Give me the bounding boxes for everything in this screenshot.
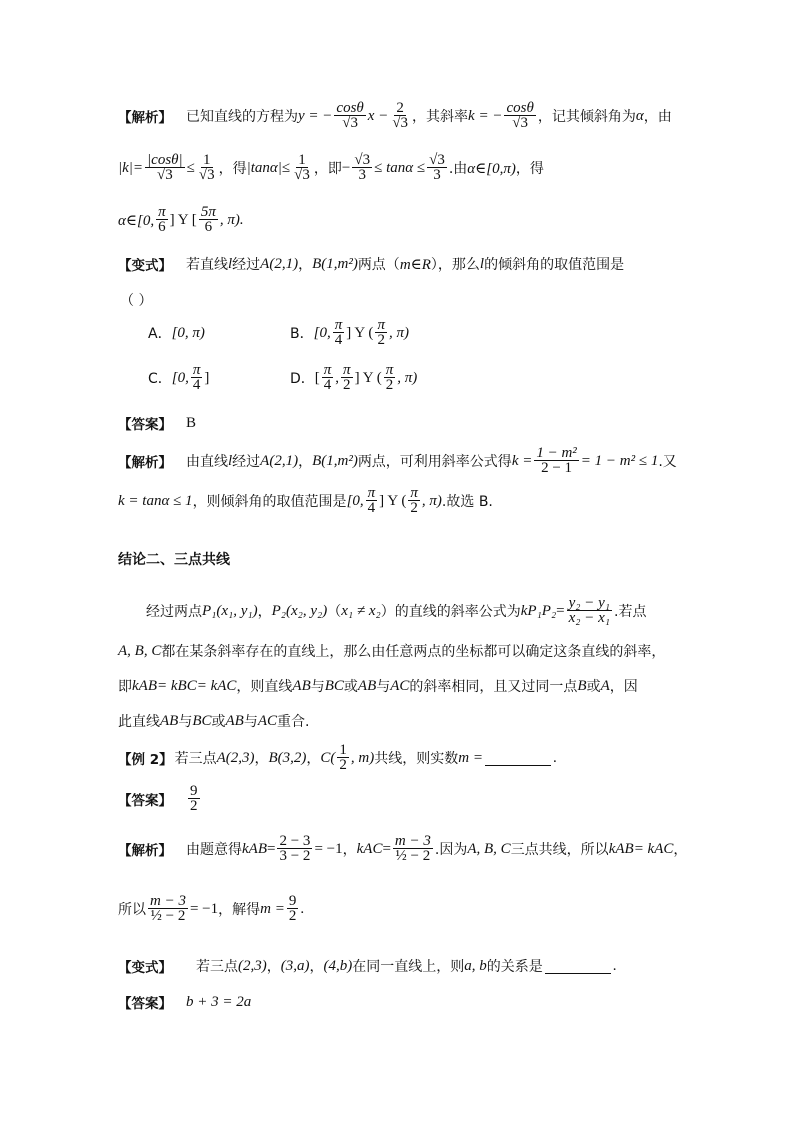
analysis-line-2: |k|= $\frac{|\cos\theta|}{√3}$ ≤ $\frac{1}{√3}$ ，得 |tanα|≤ $\frac{1}{√3}$ ，即 − $\frac{√3}{3}$ ≤ tanα ≤ $\frac{√3}{3}$ .由 α∈[0,π) ，得: [118, 152, 544, 183]
analysis-tag: 【解析】: [118, 110, 172, 126]
variant-question-2: 【变式】 若三点 (2,3) ， (3,a) ， (4,b) 在同一直线上，则 a, b 的关系是 .: [118, 957, 617, 976]
fraction: $\frac{1}{√3}$: [294, 152, 310, 183]
fraction: $\frac{\pi}{4}$: [367, 485, 376, 516]
option-c: C． [0, $\frac{\pi}{4}$ ]: [148, 362, 210, 393]
fraction: $\frac{√3}{3}$: [429, 152, 445, 183]
section-heading: 结论二、三点共线: [118, 552, 230, 568]
option-a: A． [0, π): [148, 324, 205, 342]
fraction: $\frac{\cos\theta}{√3}$: [336, 100, 364, 131]
fraction: $\frac{m - 3}{\text{½ − 2}}$: [150, 893, 186, 924]
answer-1: 【答案】 B: [118, 414, 197, 433]
fraction: $\frac{\cos\theta}{√3}$: [506, 100, 534, 131]
fraction: $\frac{\pi}{2}$: [410, 485, 418, 516]
example-2: 【例 2】 若三点 A(2,3) ， B(3,2) ， C( $\frac{1}{2}$ , m) 共线，则实数 m = .: [118, 742, 557, 773]
analysis-3-line-1: 【解析】 由题意得 k AB = $\frac{2 - 3}{3 - 2}$ = −1 ， k AC = $\frac{m - 3}{\text{½ − 2}}$ .因为 A, B, C 三点共线，所以 k AB = k AC ，: [118, 833, 688, 864]
fraction: $\frac{\text{y₂ − y₁}}{\text{x₂ − x₁}}$: [568, 595, 611, 626]
conclusion-line-4: 此直线 AB 与 BC 或 AB 与 AC 重合.: [118, 712, 310, 730]
answer-blank[interactable]: [485, 751, 551, 766]
conclusion-line-2: A, B, C 都在某条斜率存在的直线上，那么由任意两点的坐标都可以确定这条直线的斜率，: [118, 642, 666, 660]
analysis-tag: 【解析】: [118, 455, 172, 471]
conclusion-line-3: 即 k AB = k BC = k AC ，则直线 AB 与 BC 或 AB 与 AC 的斜率相同，且又过同一点 B 或 A ，因: [118, 677, 638, 695]
fraction: $\frac{\pi}{4}$: [192, 362, 201, 393]
answer-tag: 【答案】: [118, 996, 172, 1012]
variant-question-1: 【变式】 若直线 l 经过 A(2,1) ， B(1,m²) 两点（ m∈R ），那么 l 的倾斜角的取值范围是: [118, 255, 625, 274]
fraction: $\frac{\text{1 − m²}}{2 - 1}$: [536, 445, 577, 476]
conclusion-line-1: 经过两点 P₁(x₁, y₁) ， P₂(x₂, y₂) （ x₁ ≠ x₂ ）的直线的斜率公式为 k P₁P₂ = $\frac{\text{y₂ − y₁}}{\text{x₂ − x₁}}$ .若点: [146, 595, 647, 626]
option-d: D． [ $\frac{\pi}{4}$ , $\frac{\pi}{2}$ ] Y ( $\frac{\pi}{2}$ , π): [290, 362, 418, 393]
fraction: $\frac{9}{2}$: [190, 783, 198, 814]
answer-3: 【答案】 b + 3 = 2a: [118, 993, 252, 1012]
fraction: $\frac{\pi}{2}$: [385, 362, 394, 393]
fraction: $\frac{|\cos\theta|}{√3}$: [147, 152, 183, 183]
fraction: $\frac{2 - 3}{3 - 2}$: [279, 833, 311, 864]
fraction: $\frac{2}{√3}$: [392, 100, 409, 131]
fraction: $\frac{m - 3}{\text{½ − 2}}$: [394, 833, 431, 864]
fraction: $\frac{1}{√3}$: [198, 152, 215, 183]
fraction: $\frac{\pi}{4}$: [323, 362, 332, 393]
fraction: $\frac{1}{2}$: [339, 742, 347, 773]
answer-2: [118, 782, 202, 816]
fraction: $\frac{√3}{3}$: [354, 152, 371, 183]
answer-blank[interactable]: [545, 959, 611, 974]
fraction: $\frac{9}{2}$: [288, 893, 297, 924]
fraction: $\frac{\pi}{4}$: [334, 317, 343, 348]
variant-tag: 【变式】: [118, 258, 172, 274]
fraction: $\frac{\pi}{2}$: [377, 317, 385, 348]
fraction: $\frac{5\pi}{6}$: [200, 204, 216, 235]
analysis-line-1: 【解析】 已知直线的方程为 y = − $\frac{\cos\theta}{√3}$ x − $\frac{2}{√3}$ ，其斜率 k = − $\frac{\cos\theta}{√3}$ ，记其倾斜角为 α ，由: [118, 100, 672, 131]
analysis-line-3: α∈[0, $\frac{\pi}{6}$ ] Y [ $\frac{5\pi}{6}$ , π).: [118, 204, 244, 235]
fraction: $\frac{\pi}{6}$: [158, 204, 166, 235]
answer-paren: （ ）: [120, 293, 153, 309]
answer-tag: 【答案】: [118, 793, 172, 809]
option-b: B． [0, $\frac{\pi}{4}$ ] Y ( $\frac{\pi}{2}$ , π): [290, 317, 409, 348]
analysis-2-line-2: k = tanα ≤ 1 ，则倾斜角的取值范围是 [0, $\frac{\pi}{4}$ ] Y ( $\frac{\pi}{2}$ , π) .故选 B.: [118, 485, 493, 516]
answer-tag: 【答案】: [118, 417, 172, 433]
fraction: $\frac{\pi}{2}$: [343, 362, 351, 393]
analysis-3-line-2: 所以 $\frac{m - 3}{\text{½ − 2}}$ = −1 ，解得 m = $\frac{9}{2}$ .: [118, 893, 305, 924]
example-tag: 【例 2】: [118, 752, 173, 768]
variant-tag: 【变式】: [118, 960, 172, 976]
analysis-2-line-1: 【解析】 由直线 l 经过 A(2,1) ， B(1,m²) 两点，可利用斜率公式得 k = $\frac{\text{1 − m²}}{2 - 1}$ = 1 − m² ≤ 1 .又: [118, 445, 677, 476]
analysis-tag: 【解析】: [118, 843, 172, 859]
